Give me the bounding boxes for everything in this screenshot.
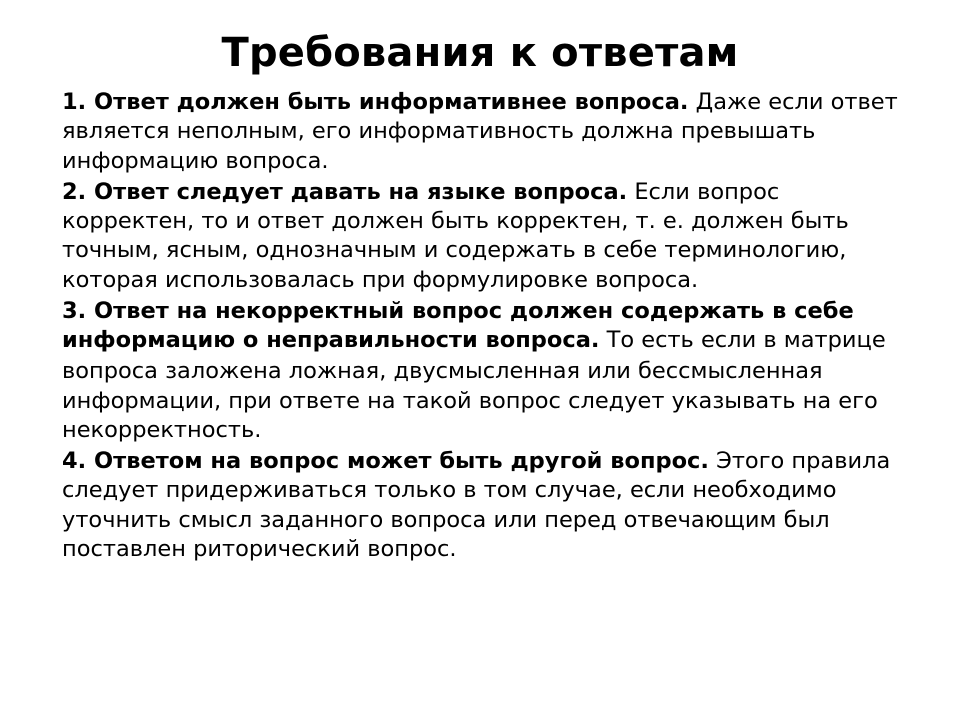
- requirement-paragraph-2: [62, 178, 900, 295]
- requirement-paragraph-1: [62, 88, 900, 176]
- slide-body: [0, 88, 960, 564]
- requirement-paragraph-3: [62, 297, 900, 356]
- requirement-text-3-continued: вопроса заложена ложная, двусмысленная или бессмысленная информации, при ответе на такой вопрос следует указывать на его некорректность.: [62, 358, 878, 443]
- page-title: Требования к ответам: [221, 30, 739, 76]
- requirement-lead-2: 2. Ответ следует давать на языке вопроса.: [62, 178, 628, 205]
- requirement-text-2: Если вопрос корректен, то и ответ должен быть корректен, т. е. должен быть точным, ясным, однозначным и содержать в себе терминологию, которая использовалась при формулировке вопроса.: [62, 178, 849, 293]
- requirement-text-3: То есть если в матрице: [599, 327, 886, 353]
- requirement-text-4: Этого правила следует придерживаться только в том случае, если необходимо уточнить смысл заданного вопроса или перед отвечающим был поставлен риторический вопрос.: [62, 448, 891, 562]
- requirement-paragraph-4: [62, 447, 900, 564]
- requirement-lead-3: 3. Ответ на некорректный вопрос должен содержать в себе информацию о неправильности вопроса.: [62, 297, 854, 353]
- requirement-paragraph-3-continued: [62, 357, 900, 445]
- requirement-lead-1: 1. Ответ должен быть информативнее вопроса.: [62, 89, 689, 115]
- requirement-text-1: Даже если ответ является неполным, его информативность должна превышать информацию вопроса.: [62, 89, 898, 174]
- requirement-lead-4: 4. Ответом на вопрос может быть другой вопрос.: [62, 448, 709, 474]
